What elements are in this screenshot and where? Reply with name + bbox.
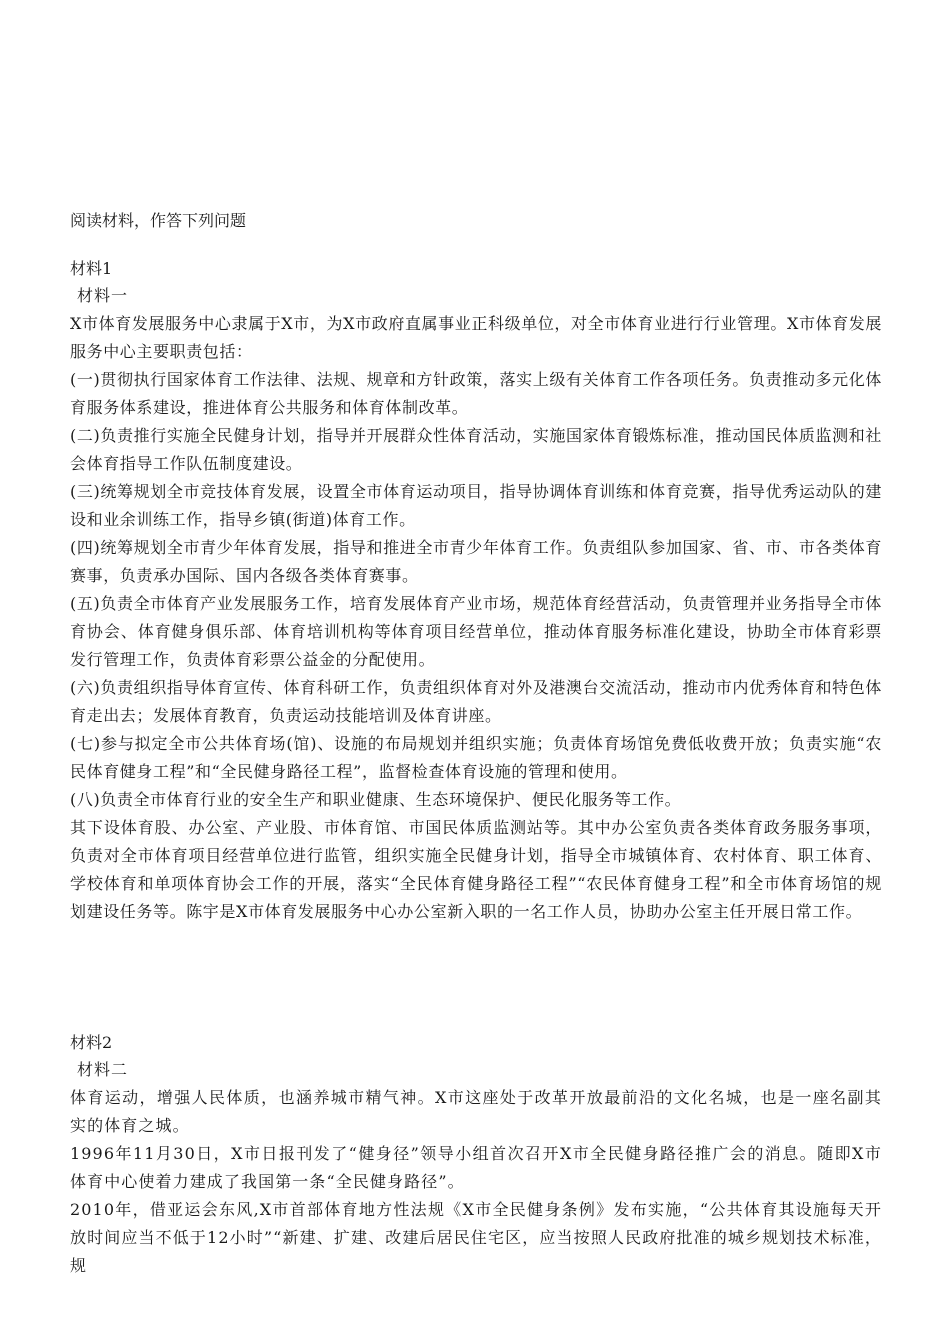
- paragraph: (一)贯彻执行国家体育工作法律、法规、规章和方针政策，落实上级有关体育工作各项任务。负责推动多元化体育服务体系建设，推进体育公共服务和体育体制改革。: [70, 370, 882, 417]
- paragraph: (八)负责全市体育行业的安全生产和职业健康、生态环境保护、便民化服务等工作。: [70, 790, 682, 809]
- paragraph: (三)统筹规划全市竞技体育发展，设置全市体育运动项目，指导协调体育训练和体育竞赛，指导优秀运动队的建设和业余训练工作，指导乡镇(街道)体育工作。: [70, 482, 882, 529]
- paragraph: (二)负责推行实施全民健身计划，指导并开展群众性体育活动，实施国家体育锻炼标准，推动国民体质监测和社会体育指导工作队伍制度建设。: [70, 426, 882, 473]
- paragraph: 其下设体育股、办公室、产业股、市体育馆、市国民体质监测站等。其中办公室负责各类体育政务服务事项，负责对全市体育项目经营单位进行监管，组织实施全民健身计划，指导全市城镇体育、农村体育、职工体育、学校体育和单项体育协会工作的开展，落实“全民体育健身路径工程”“农民体育健身工程”和全市体育场馆的规划建设任务等。陈宇是X市体育发展服务中心办公室新入职的一名工作人员，协助办公室主任开展日常工作。: [70, 818, 882, 921]
- material-1-title: 材料一: [77, 286, 129, 305]
- paragraph: X市体育发展服务中心隶属于X市，为X市政府直属事业正科级单位，对全市体育业进行行业管理。X市体育发展服务中心主要职责包括：: [70, 314, 882, 361]
- paragraph: (六)负责组织指导体育宣传、体育科研工作，负责组织体育对外及港澳台交流活动，推动市内优秀体育和特色体育走出去；发展体育教育，负责运动技能培训及体育讲座。: [70, 678, 882, 725]
- paragraph: 1996年11月30日，X市日报刊发了“健身径”领导小组首次召开X市全民健身路径推广会的消息。随即X市体育中心使着力建成了我国第一条“全民健身路径”。: [70, 1144, 882, 1191]
- material-2-section: [70, 1030, 882, 1280]
- paragraph: (五)负责全市体育产业发展服务工作，培育发展体育产业市场，规范体育经营活动，负责管理并业务指导全市体育协会、体育健身俱乐部、体育培训机构等体育项目经营单位，推动体育服务标准化建设，协助全市体育彩票发行管理工作，负责体育彩票公益金的分配使用。: [70, 594, 882, 669]
- material-1-number-label: 材料1: [70, 259, 113, 278]
- material-2-title: 材料二: [77, 1060, 129, 1079]
- material-2-number-label: 材料2: [70, 1033, 113, 1052]
- instruction-text: 阅读材料，作答下列问题: [70, 211, 247, 230]
- paragraph: (七)参与拟定全市公共体育场(馆)、设施的布局规划并组织实施；负责体育场馆免费低收费开放；负责实施“农民体育健身工程”和“全民健身路径工程”，监督检查体育设施的管理和使用。: [70, 734, 882, 781]
- paragraph: 体育运动，增强人民体质，也涵养城市精气神。X市这座处于改革开放最前沿的文化名城，也是一座名副其实的体育之城。: [70, 1088, 882, 1135]
- paragraph: 2010年，借亚运会东风,X市首部体育地方性法规《X市全民健身条例》发布实施，“公共体育其设施每天开放时间应当不低于12小时”“新建、扩建、改建后居民住宅区，应当按照人民政府批准的城乡规划技术标准，规: [70, 1200, 882, 1275]
- material-1-section: [70, 256, 882, 926]
- paragraph: (四)统筹规划全市青少年体育发展，指导和推进全市青少年体育工作。负责组队参加国家、省、市、市各类体育赛事，负责承办国际、国内各级各类体育赛事。: [70, 538, 882, 585]
